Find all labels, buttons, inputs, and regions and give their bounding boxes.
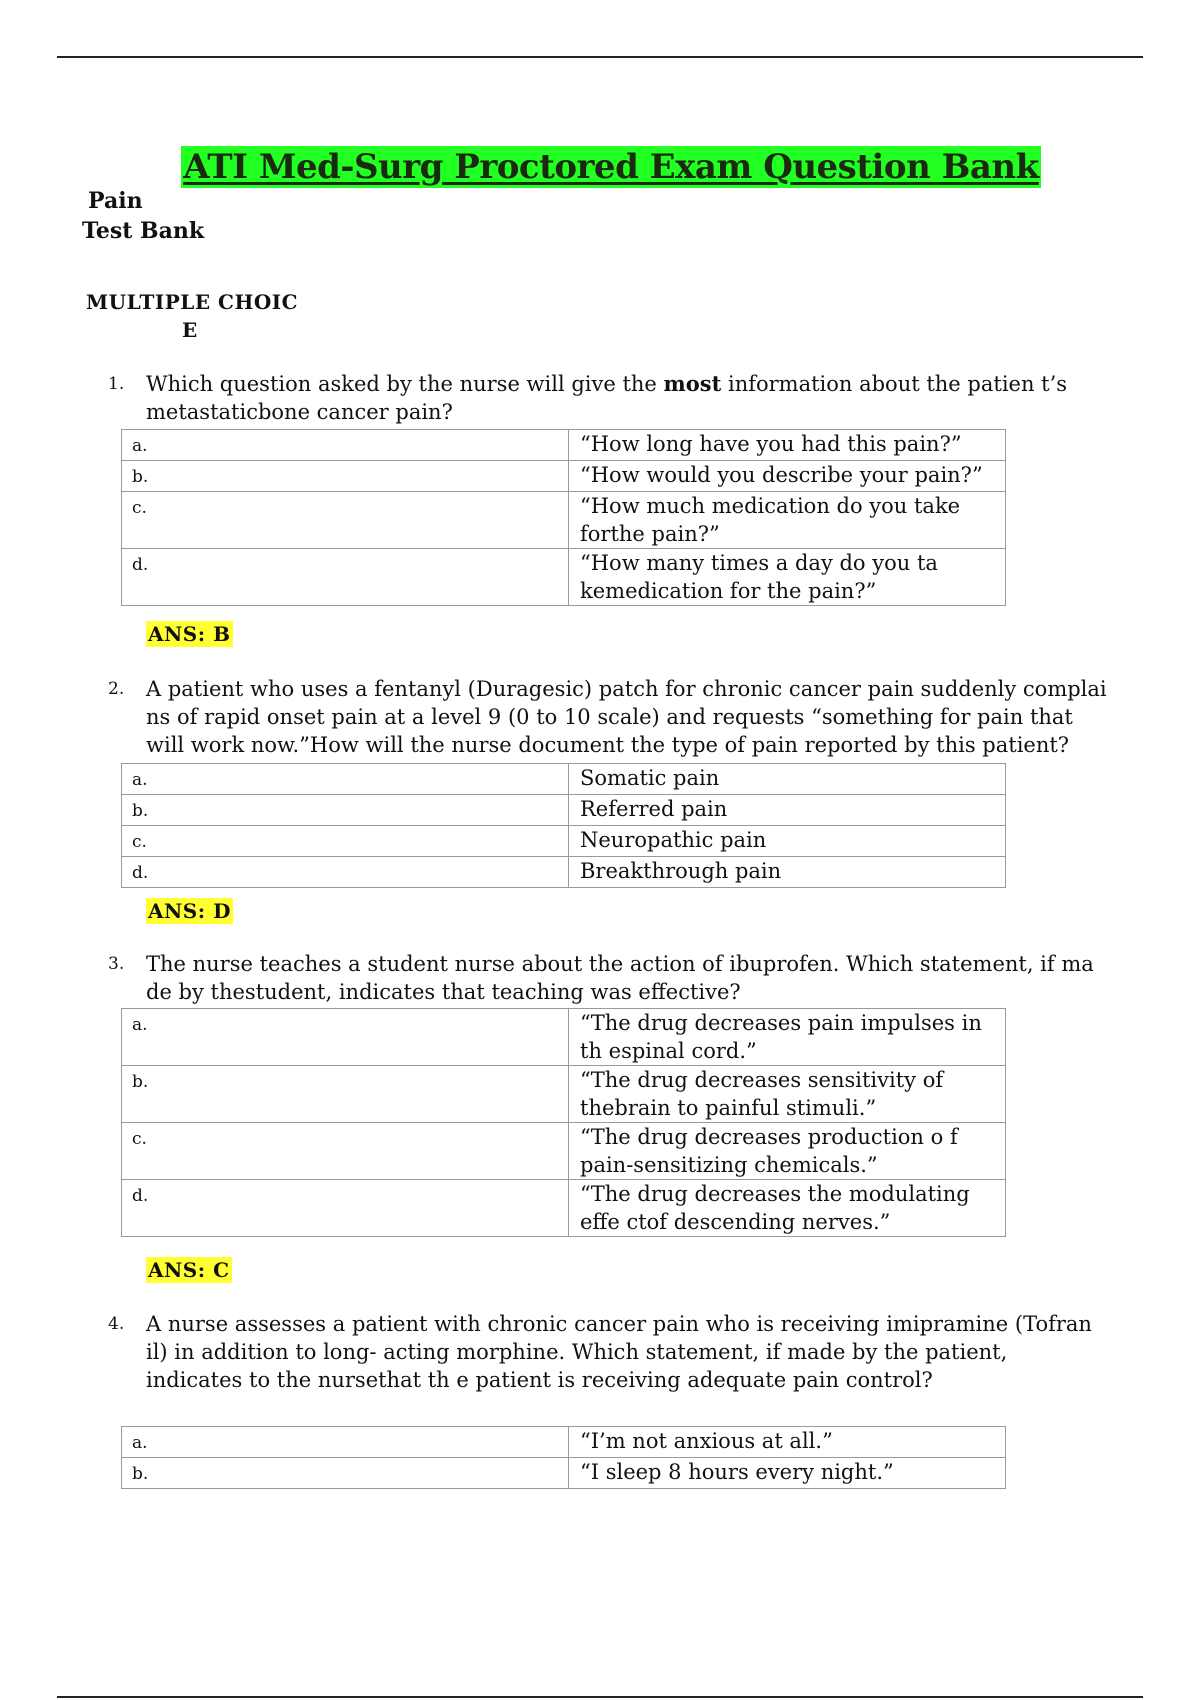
option-text: “How would you describe your pain?” [569,461,1006,492]
option-text: “The drug decreases production o f pain-sensitizing chemicals.” [569,1123,1006,1180]
answer-key: ANS: B [148,622,231,646]
option-text: “How long have you had this pain?” [569,430,1006,461]
option-row[interactable] [122,857,1006,888]
question-number: 4. [108,1314,125,1334]
option-text: “I sleep 8 hours every night.” [569,1458,1006,1489]
option-letter: d. [122,549,569,606]
option-row[interactable] [122,795,1006,826]
page-title: ATI Med-Surg Proctored Exam Question Bank [183,147,1039,187]
option-letter: a. [122,1009,569,1066]
options-table-4 [121,1426,1006,1489]
title-block [0,146,1200,188]
section-heading-continued: E [182,318,198,342]
question-2 [108,675,1108,759]
option-letter: a. [122,764,569,795]
question-text: Which question asked by the nurse will give the most information about the patien t’s metastaticbone cancer pain? [146,371,1068,424]
option-row[interactable] [122,1458,1006,1489]
option-row[interactable] [122,1427,1006,1458]
option-text: “The drug decreases sensitivity of thebrain to painful stimuli.” [569,1066,1006,1123]
option-letter: b. [122,1066,569,1123]
topic-heading: Pain [88,188,143,214]
option-letter: c. [122,492,569,549]
answer-key: ANS: D [148,899,231,923]
top-rule [57,56,1143,58]
option-row[interactable] [122,826,1006,857]
option-row[interactable] [122,461,1006,492]
option-text: “The drug decreases the modulating effe ctof descending nerves.” [569,1180,1006,1237]
option-row[interactable] [122,1009,1006,1066]
option-letter: b. [122,795,569,826]
option-row[interactable] [122,430,1006,461]
option-text: “How much medication do you take forthe pain?” [569,492,1006,549]
bottom-rule [57,1696,1143,1698]
question-text: The nurse teaches a student nurse about the action of ibuprofen. Which statement, if ma de by thestudent, indicates that teaching was effective? [146,952,1094,1004]
option-text: Referred pain [569,795,1006,826]
option-letter: c. [122,1123,569,1180]
option-row[interactable] [122,764,1006,795]
question-number: 3. [108,954,125,974]
option-letter: b. [122,1458,569,1489]
option-row[interactable] [122,1123,1006,1180]
option-text: Breakthrough pain [569,857,1006,888]
option-letter: c. [122,826,569,857]
options-table-1 [121,429,1006,606]
option-row[interactable] [122,492,1006,549]
question-3 [108,950,1108,1006]
option-letter: b. [122,461,569,492]
option-text: “I’m not anxious at all.” [569,1427,1006,1458]
question-4 [108,1310,1108,1394]
question-number: 1. [108,374,125,394]
subtitle: Test Bank [82,218,205,244]
option-letter: d. [122,1180,569,1237]
question-number: 2. [108,679,125,699]
question-text: A nurse assesses a patient with chronic cancer pain who is receiving imipramine (Tofran il) in addition to long- acting morphine. Which statement, if made by the patient, indicates to the nursethat th e patient is receiving adequate pain control? [146,1312,1092,1392]
option-row[interactable] [122,1066,1006,1123]
option-letter: a. [122,430,569,461]
option-row[interactable] [122,1180,1006,1237]
question-text: A patient who uses a fentanyl (Duragesic) patch for chronic cancer pain suddenly complai ns of rapid onset pain at a level 9 (0 to 10 scale) and requests “something for pain that will work now.”How will the nurse document the type of pain reported by this patient? [146,677,1107,757]
option-text: Somatic pain [569,764,1006,795]
option-row[interactable] [122,549,1006,606]
options-table-3 [121,1008,1006,1237]
option-text: “The drug decreases pain impulses in th espinal cord.” [569,1009,1006,1066]
option-letter: d. [122,857,569,888]
option-text: “How many times a day do you ta kemedication for the pain?” [569,549,1006,606]
options-table-2 [121,763,1006,888]
option-letter: a. [122,1427,569,1458]
section-heading: MULTIPLE CHOIC [86,290,299,314]
answer-key: ANS: C [148,1258,230,1282]
question-1 [108,370,1108,426]
option-text: Neuropathic pain [569,826,1006,857]
